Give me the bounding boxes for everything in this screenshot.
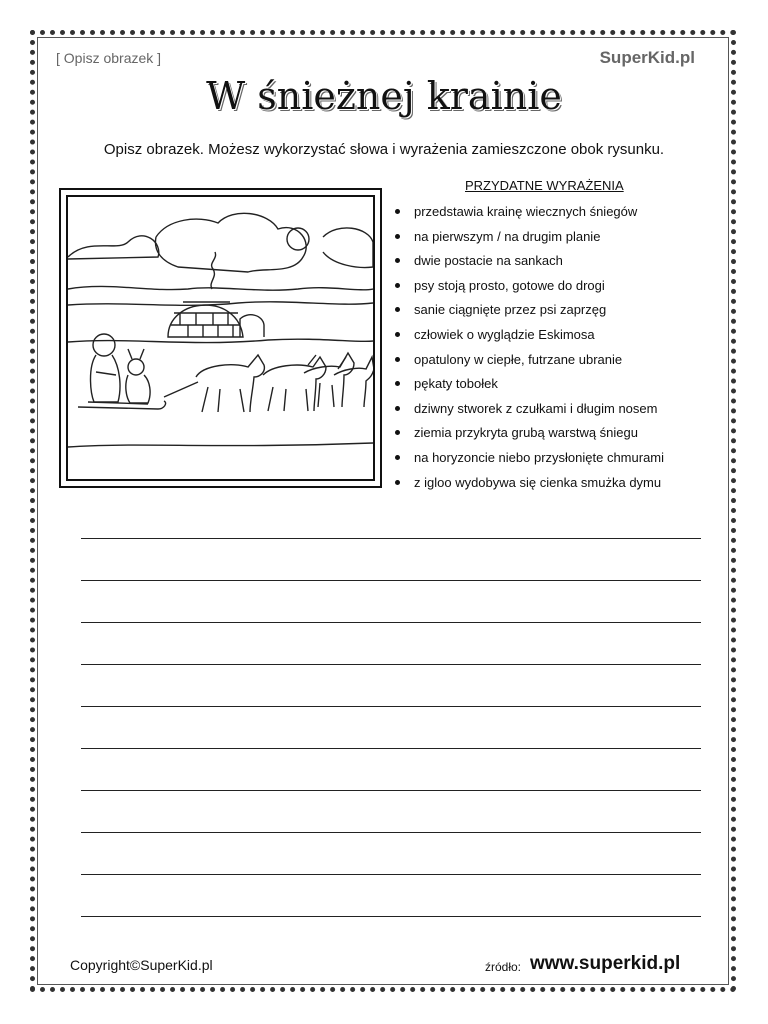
source-label: źródło: bbox=[485, 960, 522, 974]
list-item: dziwny stworek z czułkami i długim nosem bbox=[392, 399, 732, 424]
writing-line[interactable] bbox=[81, 874, 701, 875]
list-item: opatulony w ciepłe, futrzane ubranie bbox=[392, 350, 732, 375]
page-title: W śnieżnej krainie bbox=[206, 74, 562, 118]
list-item: na pierwszym / na drugim planie bbox=[392, 227, 732, 252]
source-link[interactable]: www.superkid.pl bbox=[530, 953, 681, 974]
list-item: człowiek o wyglądzie Eskimosa bbox=[392, 325, 732, 350]
cloud-right bbox=[323, 228, 373, 268]
writing-line[interactable] bbox=[81, 790, 701, 791]
writing-line[interactable] bbox=[81, 706, 701, 707]
list-item: przedstawia krainę wiecznych śniegów bbox=[392, 202, 732, 227]
illustration bbox=[66, 195, 375, 481]
list-item: pękaty tobołek bbox=[392, 374, 732, 399]
phrases-heading: PRZYDATNE WYRAŻENIA bbox=[465, 178, 624, 193]
illustration-frame bbox=[59, 188, 382, 488]
writing-line[interactable] bbox=[81, 538, 701, 539]
list-item: na horyzoncie niebo przysłonięte chmurami bbox=[392, 448, 732, 473]
writing-area bbox=[81, 538, 701, 958]
worksheet-tag: [ Opisz obrazek ] bbox=[56, 50, 162, 66]
horizon-line bbox=[68, 286, 373, 290]
igloo bbox=[168, 252, 264, 337]
list-item: psy stoją prosto, gotowe do drogi bbox=[392, 276, 732, 301]
writing-line[interactable] bbox=[81, 832, 701, 833]
cloud-left bbox=[68, 236, 159, 259]
list-item: z igloo wydobywa się cienka smużka dymu bbox=[392, 473, 732, 498]
copyright-text: Copyright©SuperKid.pl bbox=[70, 957, 213, 973]
dog-team bbox=[196, 353, 373, 412]
list-item: ziemia przykryta grubą warstwą śniegu bbox=[392, 423, 732, 448]
list-item: dwie postacie na sankach bbox=[392, 251, 732, 276]
writing-line[interactable] bbox=[81, 580, 701, 581]
writing-line[interactable] bbox=[81, 916, 701, 917]
writing-line[interactable] bbox=[81, 622, 701, 623]
phrases-list bbox=[392, 202, 732, 497]
writing-line[interactable] bbox=[81, 664, 701, 665]
brand-label: SuperKid.pl bbox=[599, 48, 695, 67]
cloud-center bbox=[155, 213, 306, 272]
list-item: sanie ciągnięte przez psi zaprzęg bbox=[392, 300, 732, 325]
snow-scene-illustration bbox=[68, 197, 373, 479]
instruction-text: Opisz obrazek. Możesz wykorzystać słowa i wyrażenia zamieszczone obok rysunku. bbox=[103, 141, 665, 158]
sled-with-eskimo bbox=[78, 334, 198, 409]
writing-line[interactable] bbox=[81, 748, 701, 749]
